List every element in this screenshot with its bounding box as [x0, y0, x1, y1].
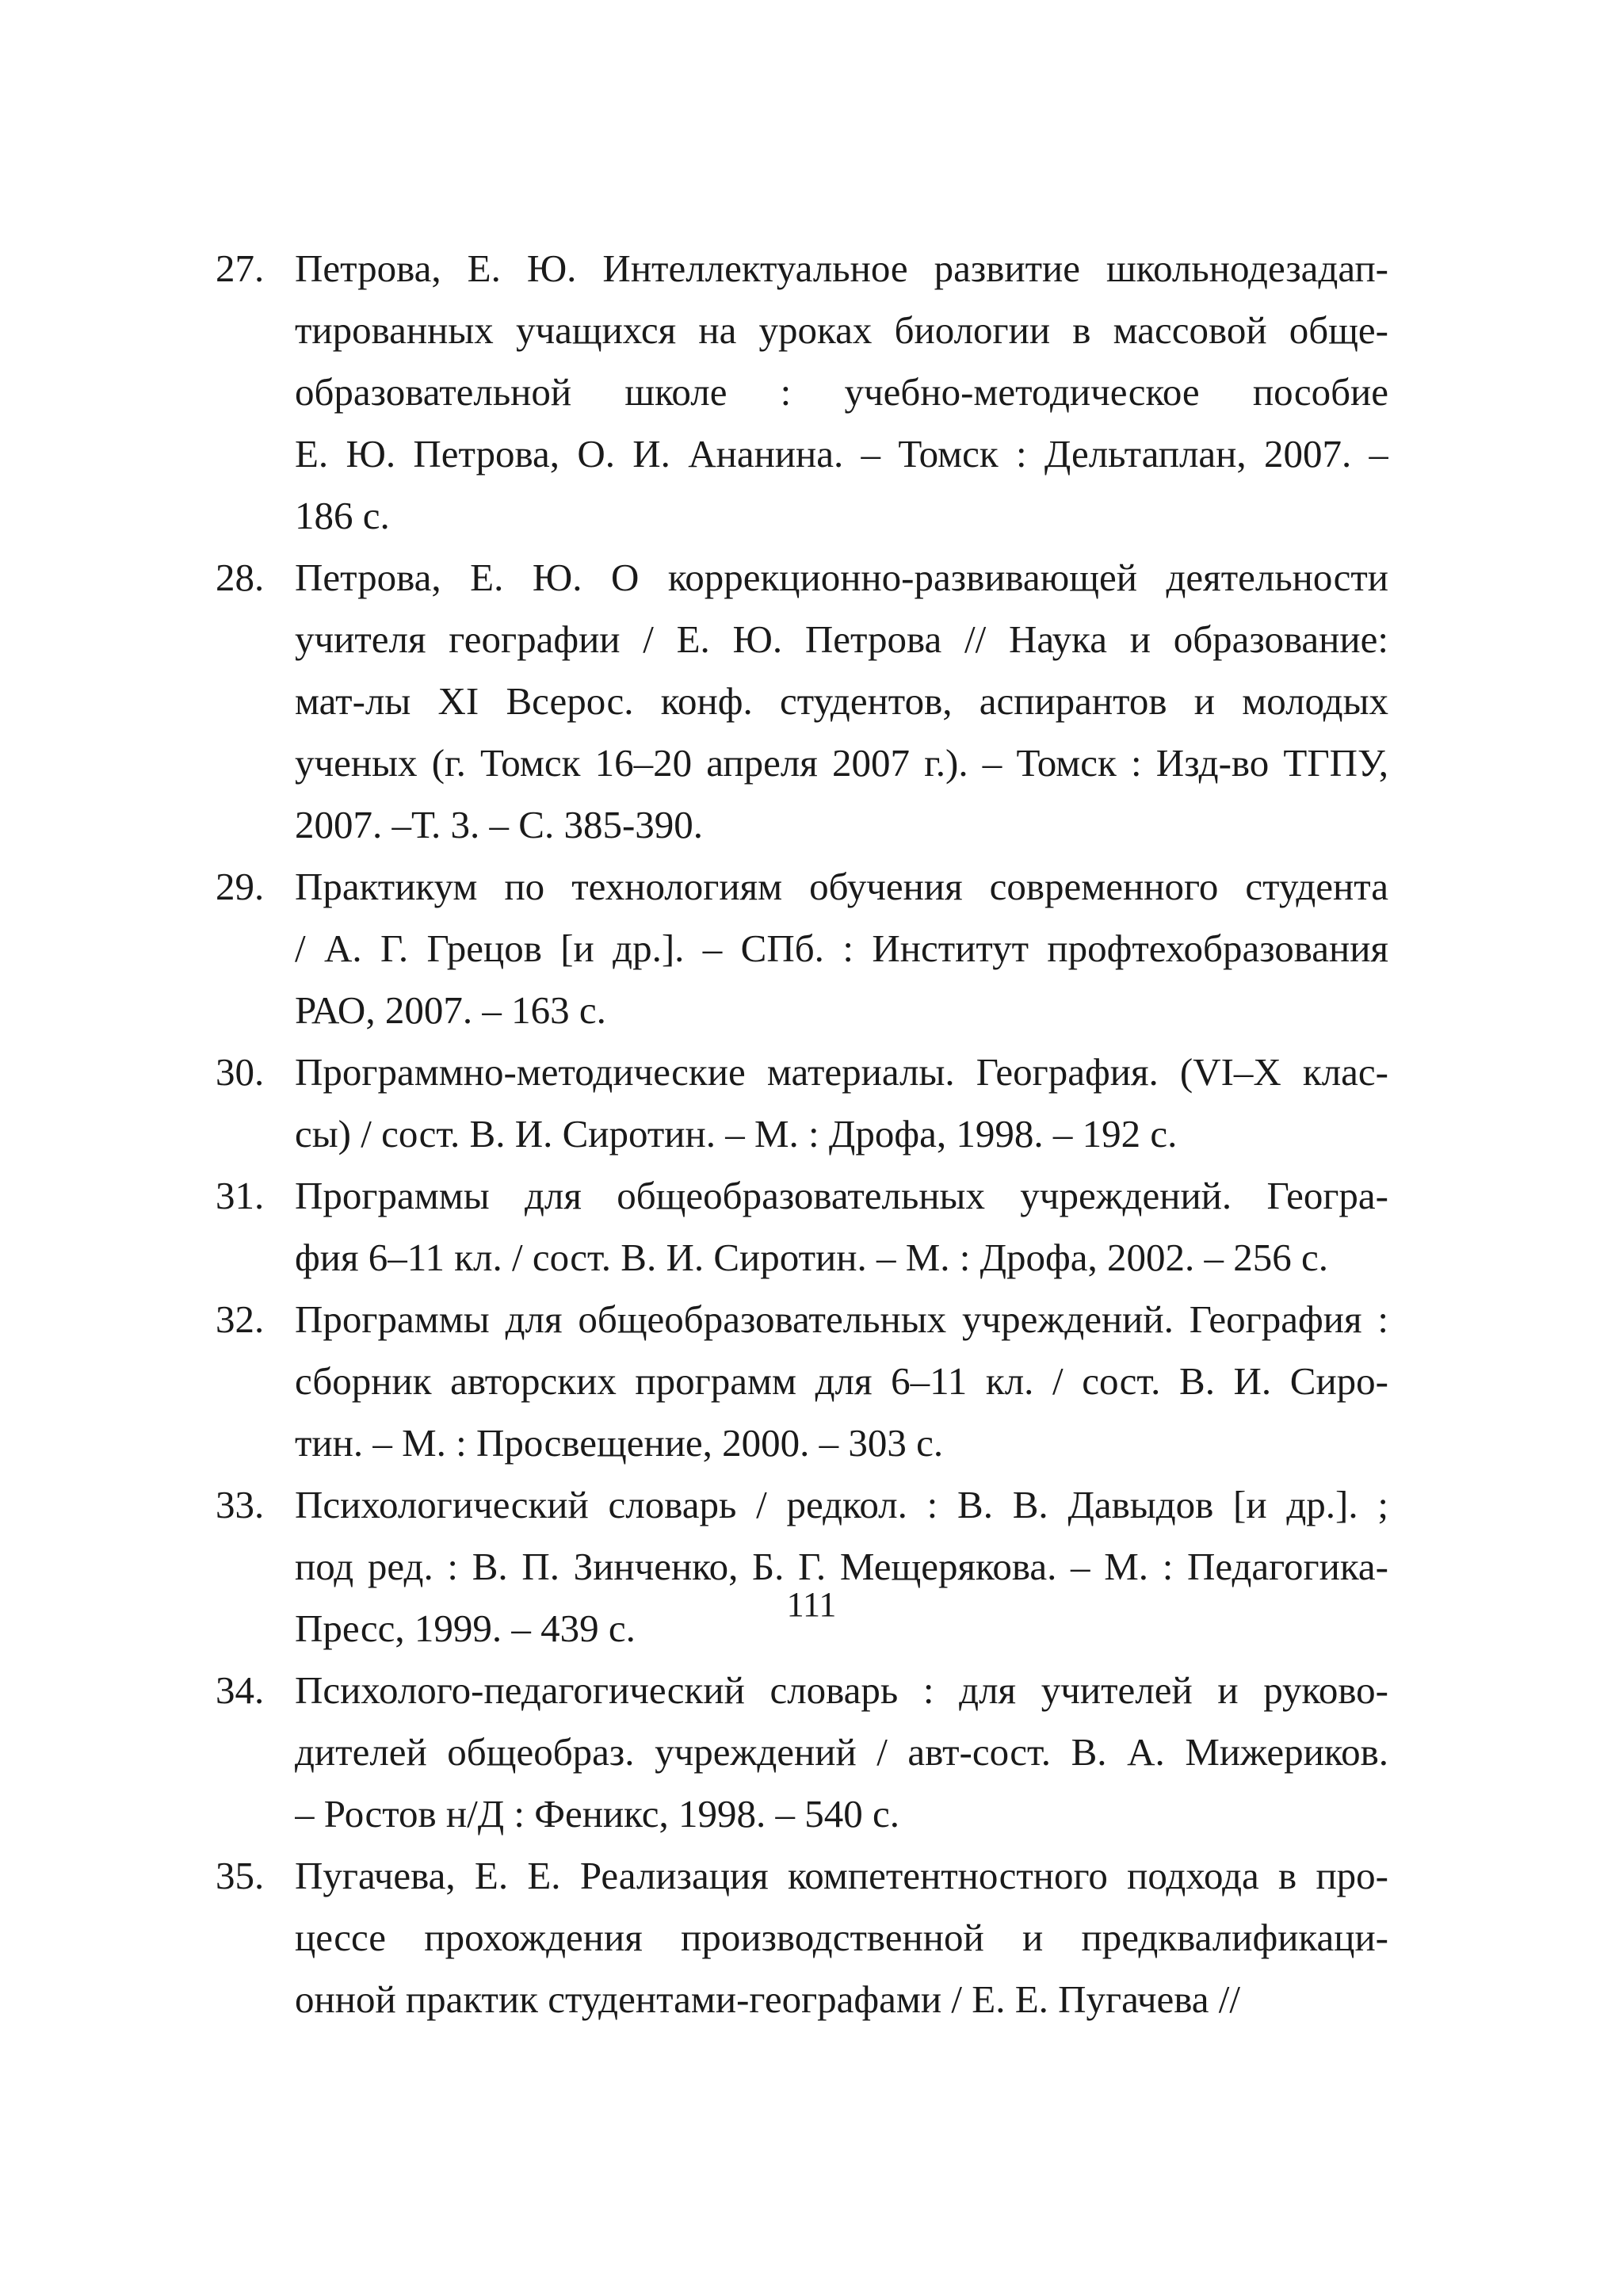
- reference-entry: [216, 1845, 1388, 2030]
- reference-line: Петрова, Е. Ю. Интеллектуальное развитие школьнодезадап-: [295, 246, 1388, 290]
- reference-line: Программно-методические материалы. География. (VI–X клас-: [295, 1050, 1388, 1094]
- reference-number: 27.: [216, 246, 265, 290]
- reference-line: цессе прохождения производственной и предквалификаци-: [295, 1916, 1388, 1959]
- reference-line: – Ростов н/Д : Феникс, 1998. – 540 с.: [295, 1792, 900, 1836]
- reference-line: Программы для общеобразовательных учреждений. География :: [295, 1297, 1388, 1341]
- reference-line: образовательной школе : учебно-методическое пособие: [295, 370, 1388, 414]
- reference-number: 33.: [216, 1483, 265, 1526]
- reference-text: [295, 1165, 1388, 1289]
- reference-line: Пресс, 1999. – 439 с.: [295, 1606, 636, 1650]
- reference-line: мат-лы XI Всерос. конф. студентов, аспирантов и молодых: [295, 679, 1388, 723]
- reference-number: 34.: [216, 1668, 265, 1712]
- reference-entry: [216, 1474, 1388, 1660]
- reference-line: дителей общеобраз. учреждений / авт-сост. В. А. Мижериков.: [295, 1730, 1388, 1774]
- reference-line: 2007. –Т. 3. – С. 385-390.: [295, 803, 704, 846]
- reference-line: под ред. : В. П. Зинченко, Б. Г. Мещерякова. – М. : Педагогика-: [295, 1545, 1388, 1588]
- reference-line: сы) / сост. В. И. Сиротин. – М. : Дрофа, 1998. – 192 с.: [295, 1112, 1178, 1156]
- reference-line: тин. – М. : Просвещение, 2000. – 303 с.: [295, 1421, 944, 1465]
- reference-line: Петрова, Е. Ю. О коррекционно-развивающей деятельности: [295, 556, 1388, 599]
- reference-line: Пугачева, Е. Е. Реализация компетентностного подхода в про-: [295, 1854, 1388, 1897]
- reference-text: [295, 547, 1388, 856]
- reference-text: [295, 1289, 1388, 1474]
- reference-line: ученых (г. Томск 16–20 апреля 2007 г.). – Томск : Изд-во ТГПУ,: [295, 741, 1388, 785]
- reference-line: фия 6–11 кл. / сост. В. И. Сиротин. – М. : Дрофа, 2002. – 256 с.: [295, 1236, 1329, 1279]
- reference-text: [295, 1845, 1388, 2030]
- reference-line: тированных учащихся на уроках биологии в массовой обще-: [295, 308, 1388, 352]
- reference-entry: [216, 238, 1388, 547]
- reference-line: Психологический словарь / редкол. : В. В. Давыдов [и др.]. ;: [295, 1483, 1388, 1526]
- reference-number: 35.: [216, 1854, 265, 1897]
- reference-line: 186 с.: [295, 494, 390, 537]
- reference-line: / А. Г. Грецов [и др.]. – СПб. : Институт профтехобразования: [295, 926, 1388, 970]
- reference-line: Е. Ю. Петрова, О. И. Ананина. – Томск : Дельтаплан, 2007. –: [295, 432, 1388, 476]
- reference-number: 29.: [216, 865, 265, 908]
- reference-line: РАО, 2007. – 163 с.: [295, 988, 606, 1032]
- reference-list: [216, 238, 1388, 2030]
- reference-entry: [216, 1165, 1388, 1289]
- reference-entry: [216, 1660, 1388, 1845]
- reference-number: 31.: [216, 1174, 265, 1217]
- reference-entry: [216, 856, 1388, 1041]
- page-number: 111: [786, 1585, 837, 1624]
- reference-text: [295, 238, 1388, 547]
- reference-entry: [216, 547, 1388, 856]
- reference-entry: [216, 1041, 1388, 1165]
- reference-line: Практикум по технологиям обучения современного студента: [295, 865, 1388, 908]
- reference-number: 28.: [216, 556, 265, 599]
- reference-line: Психолого-педагогический словарь : для учителей и руково-: [295, 1668, 1388, 1712]
- reference-text: [295, 1041, 1388, 1165]
- reference-text: [295, 1474, 1388, 1660]
- reference-number: 30.: [216, 1050, 265, 1094]
- reference-line: онной практик студентами-географами / Е. Е. Пугачева //: [295, 1977, 1241, 2021]
- reference-text: [295, 1660, 1388, 1845]
- reference-line: сборник авторских программ для 6–11 кл. / сост. В. И. Сиро-: [295, 1359, 1388, 1403]
- reference-line: учителя географии / Е. Ю. Петрова // Наука и образование:: [295, 617, 1388, 661]
- reference-line: Программы для общеобразовательных учреждений. Геогра-: [295, 1174, 1388, 1217]
- reference-entry: [216, 1289, 1388, 1474]
- reference-number: 32.: [216, 1297, 265, 1341]
- reference-text: [295, 856, 1388, 1041]
